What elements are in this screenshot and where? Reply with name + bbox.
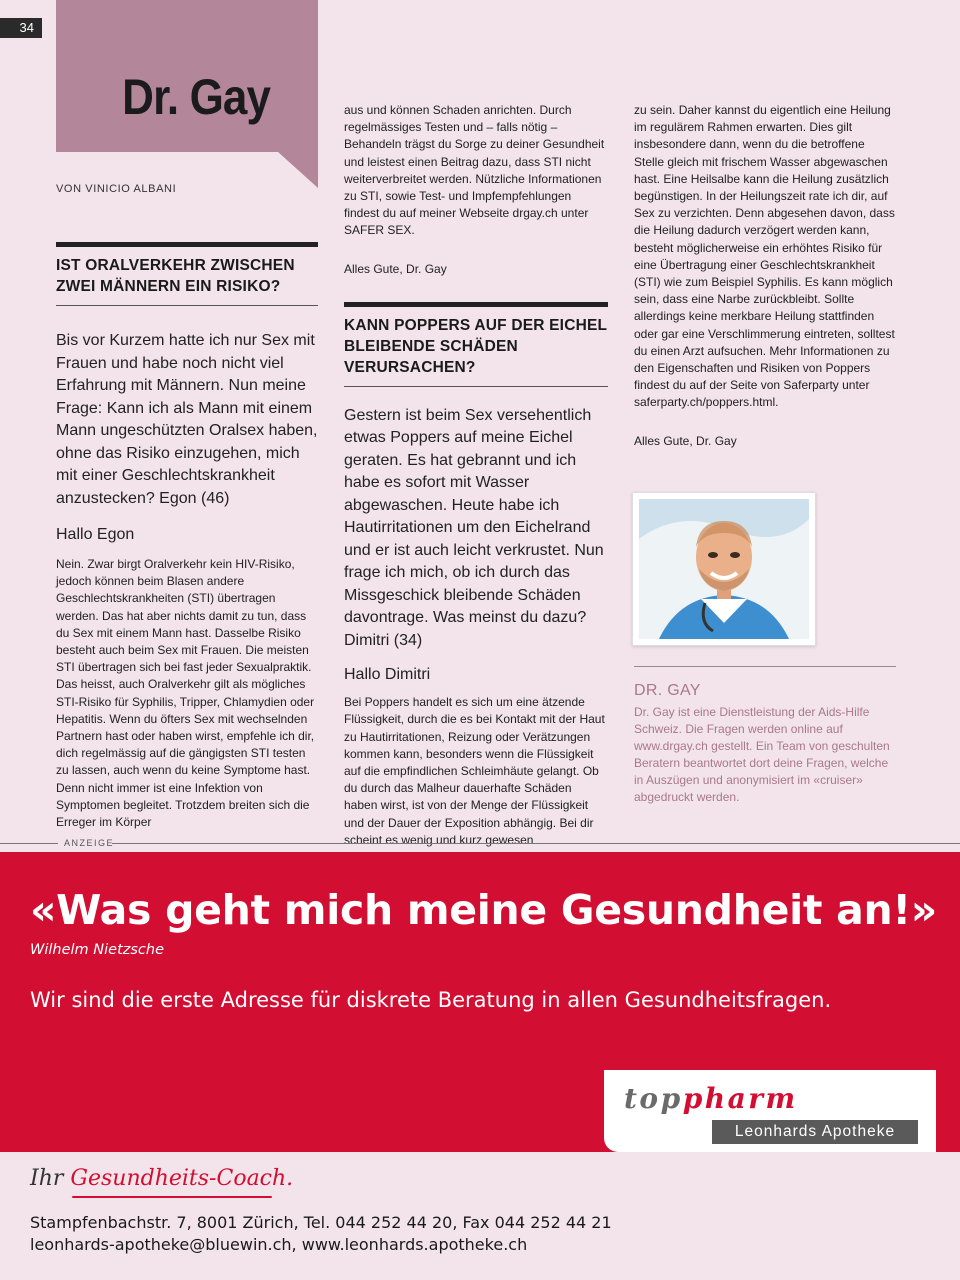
title-box-tail [278,152,318,188]
info-box-rule [634,666,896,667]
ad-slogan: Wir sind die erste Adresse für diskrete Beratung in allen Gesundheitsfragen. [30,988,832,1012]
article1-question: Bis vor Kurzem hatte ich nur Sex mit Frauen und habe noch nicht viel Erfahrung mit Männern. Nun meine Frage: Kann ich als Mann mit einem Mann ungeschützten Oralsex haben, ohne das Risiko einzugehen, mich mit einer Geschlechtskrankheit anzustecken? Egon (46) [56,332,318,507]
column2 [344,102,608,849]
info-box-text: Dr. Gay ist eine Dienstleistung der Aids-Hilfe Schweiz. Die Fragen werden online auf www.drgay.ch gestellt. Ein Team von geschulten Beratern beantwortet dort deine Fragen, welche in Auszügen und anonymisiert im «cruiser» abgedruckt werden. [634,705,890,804]
article1-closing: Alles Gute, Dr. Gay [344,261,447,276]
article2-greeting: Hallo Dimitri [344,666,431,684]
article1-answer-part1: Nein. Zwar birgt Oralverkehr kein HIV-Risiko, jedoch können beim Blasen andere Geschlechtskrankheiten (STI) übertragen werden. Das hat aber nichts damit zu tun, dass du Sex mit einem Mann hast. Dasselbe Risiko besteht auch beim Sex mit Frauen. Die meisten STI übertragen sich bei fast jeder Sexualpraktik. Das heisst, auch Oralverkehr gilt als mögliches STI-Risiko für Syphilis, Tripper, Chlamydien oder Hepatitis. Wenn du öfters Sex mit wechselnden Partnern hast oder haben wirst, empfehle ich dir, dich regelmässig auf die gängigsten STI testen zu lassen, auch wenn du keine Symptome hast. Denn nicht immer ist eine Infektion von Symptomen begleitet. Trotzdem breiten sich die Erreger im Körper [56,557,315,830]
ad-quote: «Was geht mich meine Gesundheit an!» [30,886,937,934]
article2-heading: KANN POPPERS AUF DER EICHEL BLEIBENDE SCHÄDEN VERURSACHEN? [344,302,608,387]
anzeige-line-left [0,843,58,844]
article2-closing: Alles Gute, Dr. Gay [634,433,737,448]
article2-answer-part2: zu sein. Daher kannst du eigentlich eine Heilung im regulärem Rahmen erwarten. Dies gilt insbesondere dann, wenn du die betroffene Stelle gleich mit frischem Wasser abgewaschen hast. Eine Heilsalbe kann die Heilung zusätzlich begünstigen. In der Heilungszeit rate ich dir, auf Sex zu verzichten. Denn abgesehen davon, dass die Heilung dadurch verzögert werden kann, besteht möglicherweise ein erhöhtes Risiko für eine Übertragung einer Geschlechtskrankheit (STI) wie zum Beispiel Syphilis. Es kann möglich sein, dass eine Narbe zurückbleibt. Sollte allerdings keine merkbare Heilung stattfinden oder gar eine Verschlimmerung eintreten, solltest du einen Arzt aufsuchen. Mehr Informationen zu den Eigenschaften und Risiken von Poppers findest du auf der Seite von Saferparty unter saferparty.ch/poppers.html. [634,103,895,410]
coach-highlight: Gesundheits-Coach. [70,1166,294,1191]
article1-heading: IST ORALVERKEHR ZWISCHEN ZWEI MÄNNERN EIN RISIKO? [56,242,318,306]
logo-wordmark [624,1082,798,1115]
logo-top: top [624,1082,683,1115]
toppharm-logo [604,1070,936,1152]
logo-subtitle: Leonhards Apotheke [712,1120,918,1144]
article1-greeting: Hallo Egon [56,526,135,543]
coach-underline [72,1196,272,1198]
anzeige-label: ANZEIGE [64,838,115,848]
article1-column [56,242,318,831]
logo-pharm: pharm [682,1082,798,1115]
info-box-title: DR. GAY [634,682,701,699]
title-box [56,0,318,152]
portrait-illustration [639,499,809,639]
page-title: Dr. Gay [122,69,270,125]
article1-answer-part2: aus und können Schaden anrichten. Durch regelmässiges Testen und – falls nötig – Behandeln trägst du Sorge zu deiner Gesundheit und leistest einen Beitrag dazu, dass STI nicht weiterverbreitet werden. Nützliche Informationen zu STI, sowie Test- und Impfempfehlungen findest du auf meiner Webseite drgay.ch unter SAFER SEX. [344,103,605,238]
coach-prefix: Ihr [30,1166,64,1191]
ad-quote-author: Wilhelm Nietzsche [30,942,164,958]
page-number: 34 [0,18,42,38]
byline: VON VINICIO ALBANI [56,183,177,195]
coach-tagline [30,1166,293,1191]
address-line-1: Stampfenbachstr. 7, 8001 Zürich, Tel. 044 252 44 20, Fax 044 252 44 21 [30,1213,612,1232]
article2-question: Gestern ist beim Sex versehentlich etwas Poppers auf meine Eichel geraten. Es hat gebrannt und ich habe es sofort mit Wasser abgewaschen. Heute habe ich Hautirritationen um den Eichelrand und er ist auch leicht verkrustet. Nun frage ich mich, ob ich durch das Missgeschick bleibende Schäden davontrage. Was meinst du dazu? Dimitri (34) [344,406,604,649]
address-block [30,1212,612,1256]
column3 [634,102,896,448]
dr-gay-portrait [632,492,816,646]
article2-answer-part1: Bei Poppers handelt es sich um eine ätzende Flüssigkeit, durch die es bei Kontakt mit der Haut zu Hautirritationen, Reizung oder Verätzungen kommen kann, besonders wenn die Flüssigkeit auf die empfindlichen Schleimhäute gelangt. Ob du durch das Malheur dauerhafte Schäden haben wirst, ist von der Menge der Flüssigkeit und der Dauer der Exposition abhängig. Bei dir scheint es wenig und kurz gewesen [344,695,605,847]
anzeige-line-right [112,843,960,844]
address-line-2: leonhards-apotheke@bluewin.ch, www.leonhards.apotheke.ch [30,1235,528,1254]
